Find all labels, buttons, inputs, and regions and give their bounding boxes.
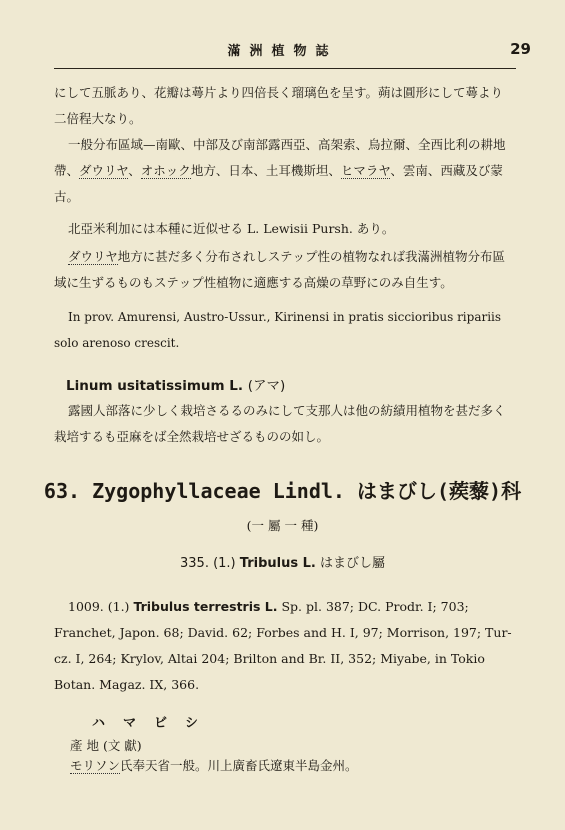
place-name-underlined: オホック: [140, 163, 191, 178]
text-line: 露國人部落に少しく栽培さるるのみにして支那人は他の紡績用植物を甚だ多く: [68, 403, 506, 418]
header-rule: [54, 68, 516, 69]
text-line: 古。: [54, 189, 80, 204]
species-number: 1009. (1.): [68, 599, 130, 614]
paragraph-steppe: [54, 244, 520, 296]
text-fragment: 地方、日本、土耳機斯坦、: [190, 163, 341, 178]
genus-number: 335. (1.): [180, 556, 236, 571]
locality-title: 產 地 (文 獻): [70, 738, 142, 753]
citation-line: Botan. Magaz. IX, 366.: [54, 677, 200, 692]
locality-fragment: 氏奉天省一般。川上廣畜氏遼東半島金州。: [120, 758, 358, 773]
text-line: 一般分布區域—南歐、中部及び南部露西亞、高架索、烏拉爾、全西比利の耕地: [68, 137, 506, 152]
paragraph-flower-description: [54, 80, 520, 132]
genus-heading: [0, 552, 565, 571]
paragraph-north-america: [54, 216, 520, 242]
katakana-name: ハマビシ: [92, 716, 217, 731]
genus-japanese-name: はまびし屬: [319, 556, 385, 571]
running-title: 滿洲植物誌: [227, 44, 338, 59]
citation-fragment: Sp. pl. 387; DC. Prodr. I; 703;: [281, 599, 469, 614]
text-line: In prov. Amurensi, Austro-Ussur., Kirinensi in pratis siccioribus ripariis: [68, 310, 502, 324]
page-header: [0, 40, 565, 60]
paragraph-latin-localities: [54, 304, 520, 356]
place-name-underlined: ダウリヤ: [79, 163, 129, 178]
text-line: 二倍程大なり。: [54, 111, 142, 126]
paragraph-distribution: [54, 132, 520, 210]
place-name-underlined: ヒマラヤ: [340, 163, 391, 178]
text-line: 域に生ずるものもステップ性植物に適應する高燥の草野にのみ自生す。: [54, 275, 453, 290]
citation-line: cz. I, 264; Krylov, Altai 204; Brilton and Br. II, 352; Miyabe, in Tokio: [54, 651, 485, 666]
citation-line: Franchet, Japon. 68; David. 62; Forbes and H. I, 97; Morrison, 197; Tur-: [54, 625, 512, 640]
page-number: 29: [510, 40, 531, 58]
genus-name: Tribulus L.: [239, 556, 316, 571]
family-subheading: (一 屬 一 種): [246, 518, 319, 533]
species-citation: [54, 594, 520, 698]
species-name: Tribulus terrestris L.: [133, 599, 278, 614]
place-name-underlined: ダウリヤ: [68, 249, 118, 264]
text-fragment: 、: [128, 163, 141, 178]
text-line: にして五脈あり、花瓣は蕚片より四倍長く瑠璃色を呈す。蒴は圓形にして蕚より: [54, 85, 504, 100]
species-name: Linum usitatissimum L.: [66, 378, 244, 394]
linum-heading: [66, 374, 285, 394]
paragraph-linum-cultivation: [54, 398, 520, 450]
text-line: 北亞米利加には本種に近似せる L. Lewisii Pursh. あり。: [68, 221, 395, 236]
japanese-name: (アマ): [247, 378, 286, 394]
text-fragment: 、雲南、西藏及び蒙: [390, 163, 503, 178]
text-line: solo arenoso crescit.: [54, 336, 180, 350]
locality-text: [70, 756, 358, 774]
text-fragment: 地方に甚だ多く分布されしステップ性の植物なれば我滿洲植物分布區: [117, 249, 506, 264]
text-fragment: 帶、: [54, 163, 80, 178]
text-line: 栽培するも亞麻をば全然栽培せざるものの如し。: [54, 429, 330, 444]
family-heading: 63. Zygophyllaceae Lindl. はまびし(蒺藜)科: [43, 479, 522, 503]
collector-name-underlined: モリソン: [70, 758, 121, 773]
